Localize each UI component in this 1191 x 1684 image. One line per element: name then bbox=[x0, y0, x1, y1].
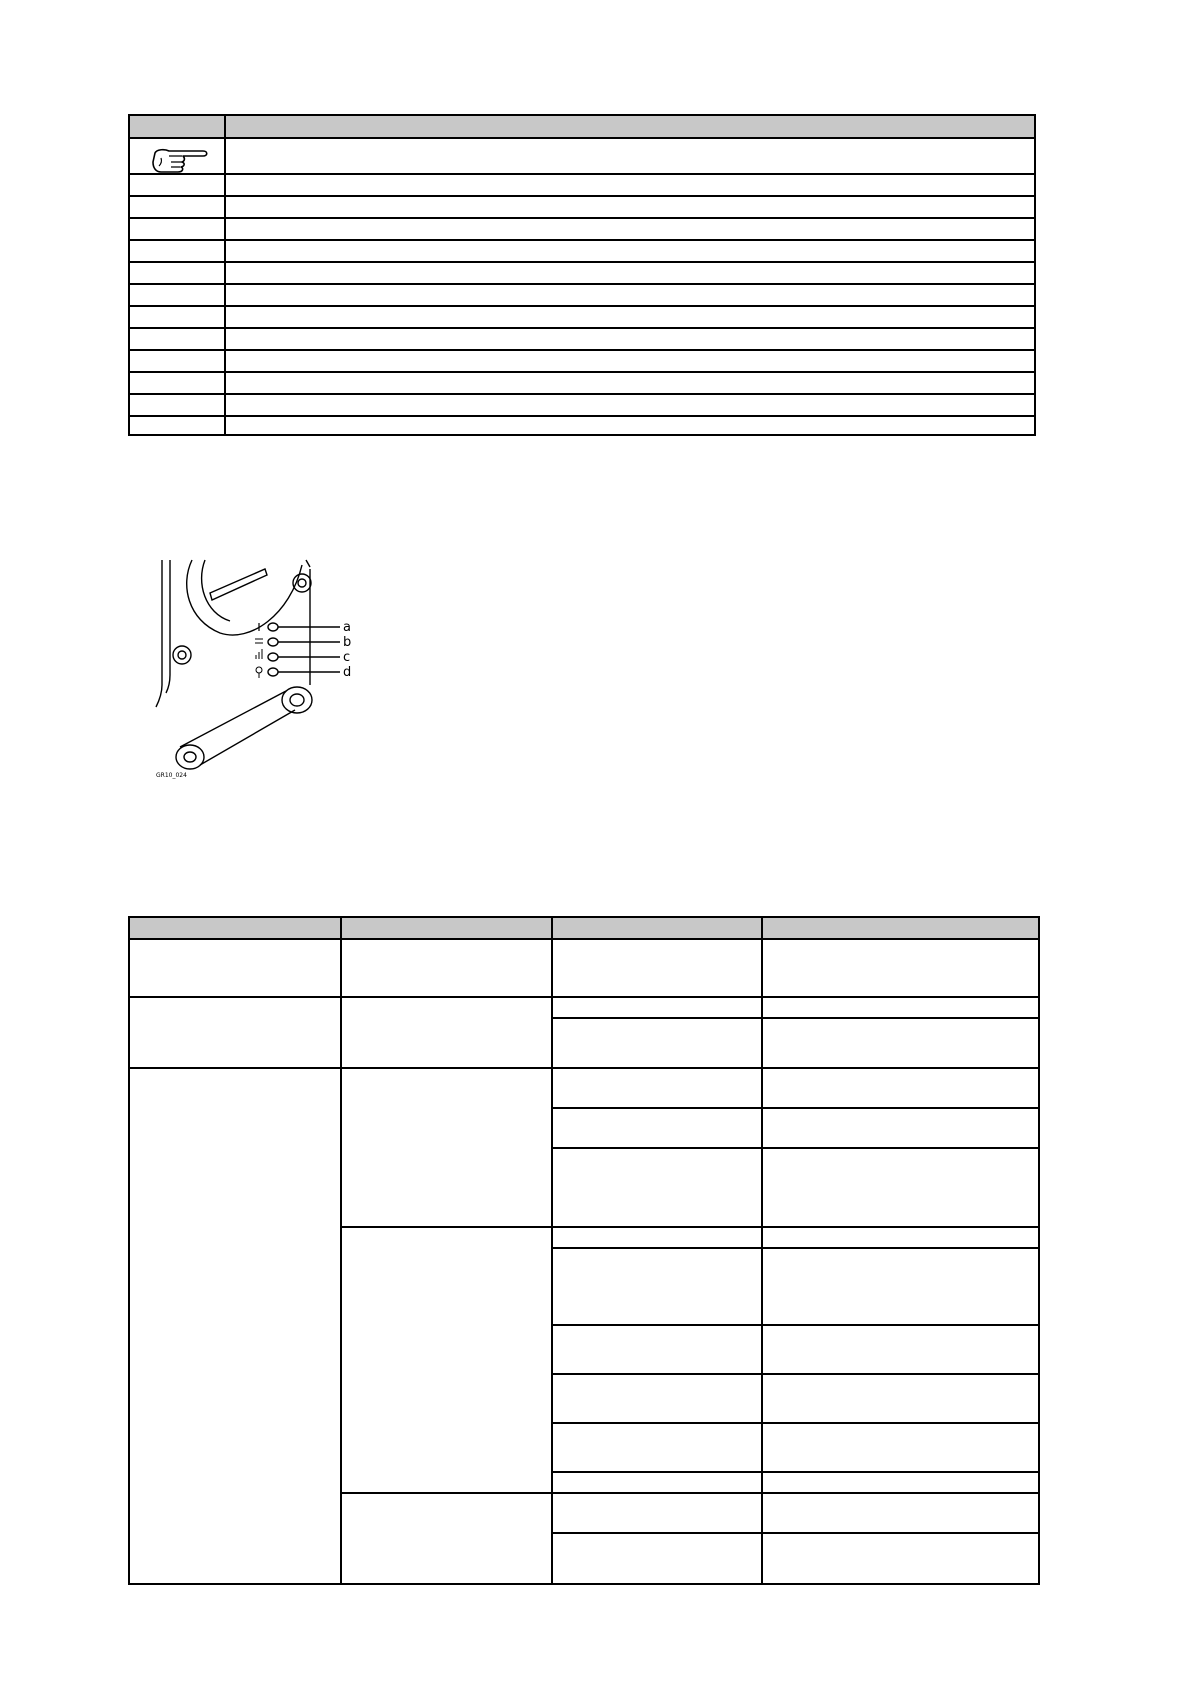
figure-id: GR10_024 bbox=[156, 772, 187, 779]
device-led-illustration bbox=[150, 555, 400, 790]
row-divider bbox=[130, 217, 1034, 219]
row-divider bbox=[551, 1147, 1038, 1149]
reference-table bbox=[128, 114, 1036, 436]
row-divider bbox=[130, 349, 1034, 351]
table-header bbox=[130, 918, 1038, 940]
row-divider bbox=[551, 1324, 1038, 1326]
row-divider bbox=[130, 371, 1034, 373]
row-divider bbox=[340, 1492, 1038, 1494]
row-divider bbox=[130, 283, 1034, 285]
row-divider bbox=[130, 415, 1034, 417]
row-divider bbox=[551, 1532, 1038, 1534]
row-divider bbox=[551, 1471, 1038, 1473]
row-divider bbox=[340, 1226, 1038, 1228]
row-divider bbox=[130, 1067, 1038, 1069]
row-divider bbox=[130, 305, 1034, 307]
row-divider bbox=[130, 261, 1034, 263]
pointing-hand-icon bbox=[147, 144, 211, 174]
row-divider bbox=[130, 173, 1034, 175]
row-divider bbox=[130, 393, 1034, 395]
callout-c: c bbox=[343, 650, 351, 665]
column-divider bbox=[340, 918, 342, 1583]
callout-a: a bbox=[343, 620, 351, 635]
callout-d: d bbox=[343, 665, 352, 680]
row-divider bbox=[551, 1107, 1038, 1109]
row-divider bbox=[551, 1247, 1038, 1249]
table-header bbox=[130, 116, 1034, 139]
row-divider bbox=[551, 1017, 1038, 1019]
column-divider bbox=[224, 116, 226, 434]
row-divider bbox=[130, 195, 1034, 197]
row-divider bbox=[551, 1422, 1038, 1424]
row-divider bbox=[130, 996, 1038, 998]
row-divider bbox=[130, 239, 1034, 241]
row-divider bbox=[130, 327, 1034, 329]
row-divider bbox=[551, 1373, 1038, 1375]
callout-b: b bbox=[343, 635, 352, 650]
status-table bbox=[128, 916, 1040, 1585]
